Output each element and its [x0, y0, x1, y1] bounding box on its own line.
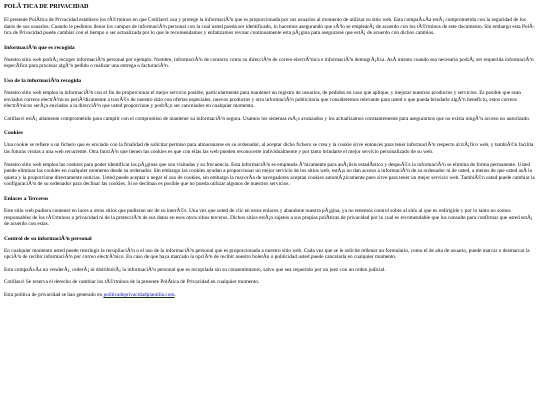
footer-suffix: . [174, 292, 176, 299]
generator-link[interactable]: politicadeprivacidadplantilla.com [103, 292, 175, 299]
footer-prefix: Esta politica de privacidad se han generado en [4, 292, 104, 299]
section-paragraph: En cualquier momento usted puede restringir la recopilaciÃ³n o el uso de la informaciÃ³n personal que es proporcionada a nuestro sitio web. Cada vez que se le solicite rellenar un formulario, como el de alta de usuario, puede marcar o desmarcar la opciÃ³n de recibir informaciÃ³n por correo electrÃ³nico. En caso de que haya marcado la opciÃ³n de recibir nuestro boletÃn o publicidad usted puede cancelarla en cualquier momento. [4, 247, 530, 261]
section-paragraph: Nuestro sitio web emplea las cookies para poder identificar las pÃ¡ginas que son visitadas y su frecuencia. Esta informaciÃ³n es empleada Ãºnicamente para anÃ¡lisis estadÃstico y despuÃ©s la informaciÃ³n se elimina de forma permanente. Usted puede eliminar las cookies en cualquier momento desde su ordenador. Sin embargo las cookies ayudan a proporcionar un mejor servicio de los sitios web, estÃ¡s no dan acceso a informaciÃ³n de su ordenador ni de usted, a menos de que usted asÃ lo quiera y la proporcione directamente noticias. Usted puede aceptar o negar el uso de cookies, sin embargo la mayorÃa de navegadores aceptan cookies automÃ¡ticamente pues sirve para tener un mejor servicio web. TambiÃ©n usted puede cambiar la configuraciÃ³n de su ordenador para declinar las cookies. Si se declinan es posible que no pueda utilizar algunos de nuestros servicios. [4, 161, 535, 188]
section-paragraph: Esta compaÃ±Ãa no venderÃ¡, cederÃ¡ ni distribuirÃ¡ la informaciÃ³n personal que es recopilada sin su consentimiento, salvo que sea requerido por un juez con un orden judicial. [4, 266, 386, 273]
section-heading-informacion-recogida: InformaciÃ³n que es recogida [4, 44, 75, 51]
section-heading-enlaces-terceros: Enlaces a Terceros [4, 195, 49, 202]
footer-paragraph [4, 292, 536, 299]
section-paragraph: Cotillasvi estÃ¡ altamente comprometido para cumplir con el compromiso de mantener su informaciÃ³n segura. Usamos los sistemas mÃ¡s avanzados y los actualizamos constantemente para asegurarnos que no exista ningÃºn acceso no autorizado. [4, 115, 531, 122]
section-heading-uso-informacion: Uso de la informaciÃ³n recogida [4, 77, 82, 84]
section-paragraph: Cotillasvi Se reserva el derecho de cambiar los tÃ©rminos de la presente PolÃtica de Privacidad en cualquier momento. [4, 279, 260, 286]
section-paragraph: Una cookie se refiere a un fichero que es enviado con la finalidad de solicitar permiso para almacenarse en su ordenador, al aceptar dicho fichero se crea y la cookie sirve entonces para tener informaciÃ³n respecto al trÃ¡fico web, y tambiÃ©n facilita las futuras visitas a una web recurrente. Otra funciÃ³n que tienen las cookies es que con ellas las web pueden reconocerte individualmente y por tanto brindarte el mejor servicio personalizado de su web. [4, 142, 534, 155]
intro-paragraph: El presente PolÃtica de Privacidad establece los tÃ©rminos en que Cotillasvi usa y protege la informaciÃ³n que es proporcionada por sus usuarios al momento de utilizar su sitio web. Esta compaÃ±Ãa estÃ¡ comprometida con la seguridad de los datos de sus usuarios. Cuando le pedimos llenar los campos de informaciÃ³n personal con la cual usted pueda ser identificado, lo hacemos asegurando que sÃ³lo se emplearÃ¡ de acuerdo con los tÃ©rminos de este documento. Sin embargo esta PolÃtica de Privacidad puede cambiar con el tiempo o ser actualizada por lo que le recomendamos y enfatizamos revisar continuamente esta pÃ¡gina para asegurarse que estÃ¡ de acuerdo con dichos cambios. [4, 17, 535, 37]
section-paragraph: Nuestro sitio web podrÃ¡ recoger informaciÃ³n personal por ejemplo: Nombre, informaciÃ³n de contacto como su direcciÃ³n de correo electrÃ³nica e informaciÃ³n demogrÃ¡fica. AsÃ mismo cuando sea necesario podrÃ¡ ser requerida informaciÃ³n especÃfica para procesar algÃºn pedido o realizar una entrega o facturaciÃ³n. [4, 56, 534, 70]
section-paragraph: Nuestro sitio web emplea la informaciÃ³n con el fin de proporcionar el mejor servicio posible, particularmente para mantener un registro de usuarios, de pedidos en caso que aplique, y mejorar nuestros productos y servicios. Es posible que sean enviados correos electrÃ³nicos periÃ³dicamente a travÃ©s de nuestro sitio con ofertas especiales, nuevos productos y otra informaciÃ³n publicitaria que consideremos relevante para usted o que pueda brindarle algÃºn beneficio, estos correos electrÃ³nicos serÃ¡n enviados a la direcciÃ³n que usted proporcione y podrÃ¡n ser cancelados en cualquier momento. [4, 89, 521, 110]
page-title: POLÃ TICA DE PRIVACIDAD [4, 3, 89, 10]
section-paragraph: Este sitio web pudiera contener en laces a otros sitios que pudieran ser de su interÃ©s. Una vez que usted de clic en estos enlaces y abandone nuestra pÃ¡gina, ya no tenemos control sobre al sitio al que es redirigido y por lo tanto no somos responsables de los tÃ©rminos o privacidad ni de la protecciÃ³n de sus datos en esos otros sitios terceros. Dichos sitios estÃ¡n sujetos a sus propias polÃticas de privacidad por lo cual es recomendable que los consulte para confirmar que usted estÃ¡ de acuerdo con estas. [4, 207, 533, 228]
section-heading-control-informacion: Control de su informaciÃ³n personal [4, 235, 92, 242]
section-heading-cookies: Cookies [4, 130, 23, 137]
